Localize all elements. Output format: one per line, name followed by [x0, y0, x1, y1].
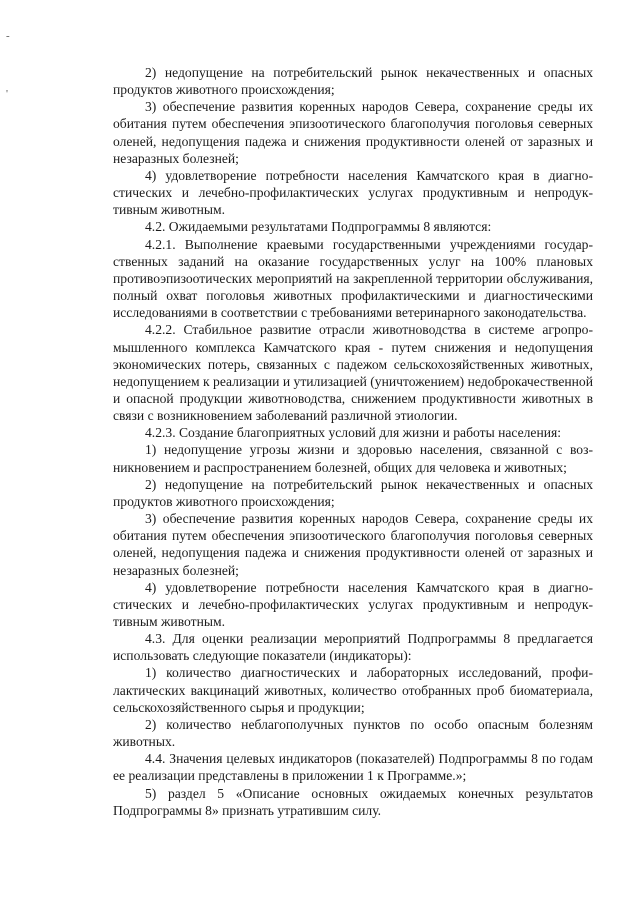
- document-body: [113, 64, 593, 819]
- paragraph: 2) количество неблагополучных пунктов по особо опасным болезням животных.: [113, 716, 593, 750]
- paragraph: 2) недопущение на потребительский рынок некачественных и опасных продуктов животного происхождения;: [113, 476, 593, 509]
- margin-mark-top: -: [6, 30, 10, 42]
- paragraph: 1) недопущение угрозы жизни и здоровью населения, связанной с возникновением и распространением болезней, общих для человека и животных;: [113, 442, 593, 475]
- paragraph: 4.3. Для оценки реализации мероприятий Подпрограммы 8 предлагается использовать следующие показатели (индикаторы):: [113, 631, 593, 664]
- paragraph: 4.2. Ожидаемыми результатами Подпрограммы 8 являются:: [145, 219, 492, 235]
- paragraph: 3) обеспечение развития коренных народов Севера, сохранение среды их обитания путем обеспечения эпизоотического благополучия поголовья северных оленей, недопущения падежа и снижения продуктивности оленей от заразных и незаразных болезней;: [113, 511, 593, 578]
- paragraph: 3) обеспечение развития коренных народов Севера, сохранение среды их обитания путем обеспечения эпизоотического благополучия поголовья северных оленей, недопущения падежа и снижения продуктивности оленей от заразных и незаразных болезней;: [113, 99, 593, 166]
- paragraph: 4.4. Значения целевых индикаторов (показателей) Подпрограммы 8 по годам ее реализации представлены в приложении 1 к Программе.»;: [113, 751, 593, 784]
- paragraph: 5) раздел 5 «Описание основных ожидаемых конечных результатов Подпрограммы 8» признать утратившим силу.: [113, 785, 593, 818]
- paragraph: 4) удовлетворение потребности населения Камчатского края в диагностических и лечебно-профилактических услугах продуктивным и непродуктивным животным.: [113, 167, 593, 218]
- margin-mark-second: ': [6, 88, 8, 100]
- paragraph: 2) недопущение на потребительский рынок некачественных и опасных продуктов животного происхождения;: [113, 65, 593, 98]
- paragraph: 4.2.3. Создание благоприятных условий для жизни и работы населения:: [145, 425, 562, 441]
- paragraph: 4.2.2. Стабильное развитие отрасли животноводства в системе агропромышленного комплекса Камчатского края - путем снижения и недопущения экономических потерь, связанных с падежом сельскохозяйственных животных, недопущением к реализации и утилизацией (уничтожением) недоброкачественной и опасной продукции животноводства, снижением продуктивности животных в связи с возникновением заболеваний различной этиологии.: [113, 322, 593, 424]
- paragraph: 1) количество диагностических и лабораторных исследований, профилактических вакцинаций животных, количество отобранных проб биоматериала, сельскохозяйственного сырья и продукции;: [113, 665, 593, 715]
- paragraph: 4) удовлетворение потребности населения Камчатского края в диагностических и лечебно-профилактических услугах продуктивным и непродуктивным животным.: [113, 579, 593, 629]
- paragraph: 4.2.1. Выполнение краевыми государственными учреждениями государственных заданий на оказание государственных услуг на 100% плановых противоэпизоотических мероприятий на закрепленной территории обслуживания, полный охват поголовья животных профилактическими и диагностическими исследованиями в соответствии с требованиями ветеринарного законодательства.: [113, 236, 593, 321]
